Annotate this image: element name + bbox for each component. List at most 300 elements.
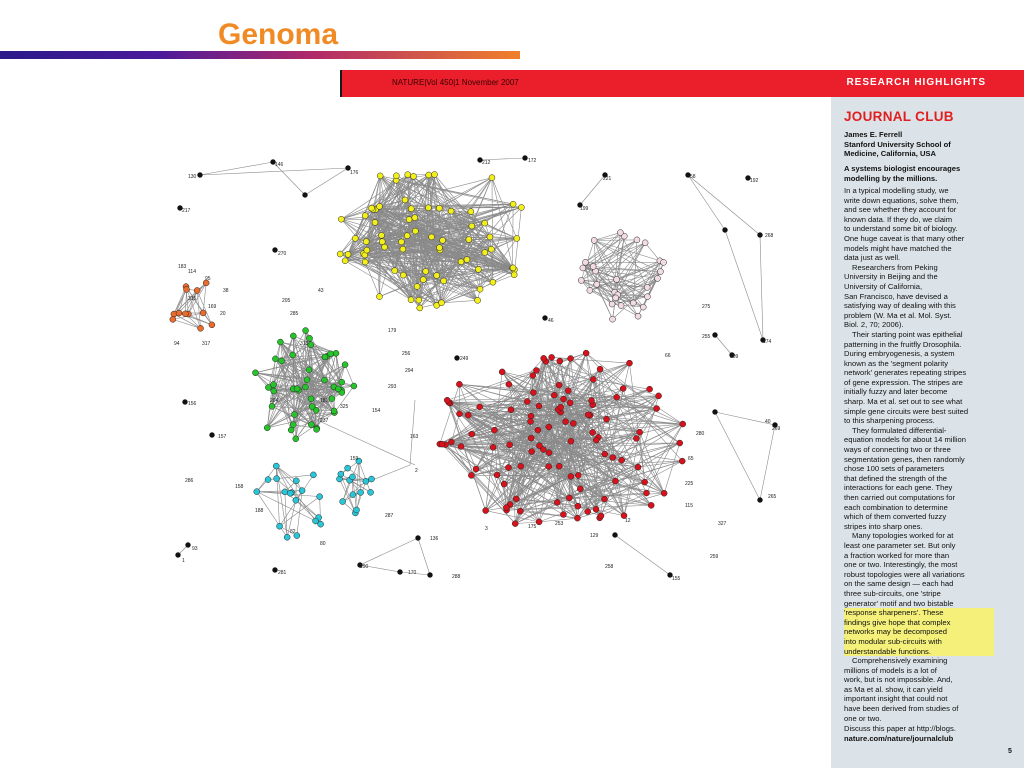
node-label: 58: [690, 174, 696, 180]
red-node: [642, 479, 648, 485]
red-node: [654, 406, 660, 412]
cyan-node: [273, 463, 279, 469]
pink-node: [582, 259, 588, 265]
article-body-line: work, but is not impossible. And,: [844, 675, 953, 685]
article-body-line: and see whether they account for: [844, 205, 957, 215]
node-label: 313: [300, 341, 309, 347]
yellow-node: [434, 272, 440, 278]
isolated-node: [273, 248, 278, 253]
isolated-node: [176, 553, 181, 558]
red-node: [648, 502, 654, 508]
node-label: 281: [278, 570, 287, 576]
yellow-node: [518, 204, 524, 210]
green-node: [308, 422, 314, 428]
node-label: 156: [188, 401, 197, 407]
red-node: [505, 465, 511, 471]
article-body-line: One huge caveat is that many other: [844, 233, 965, 243]
yellow-node: [364, 247, 370, 253]
isolated-node: [416, 536, 421, 541]
yellow-node: [488, 246, 494, 252]
red-node: [456, 381, 462, 387]
article-body-line: In a typical modelling study, we: [844, 186, 949, 195]
yellow-node: [468, 209, 474, 215]
node-label: 212: [482, 160, 491, 166]
isolated-node: [758, 498, 763, 503]
node-label: 209: [730, 354, 739, 360]
article-body-line: understandable functions.: [844, 647, 994, 657]
node-label: 325: [340, 404, 349, 410]
yellow-node: [405, 172, 411, 178]
green-node: [290, 422, 296, 428]
node-label: 65: [688, 456, 694, 462]
summary-line-1: A systems biologist encourages: [844, 164, 961, 173]
red-node: [612, 478, 618, 484]
pink-node: [587, 287, 593, 293]
yellow-node: [469, 223, 475, 229]
red-node: [456, 411, 462, 417]
red-node: [601, 496, 607, 502]
red-node: [680, 421, 686, 427]
author-block: [844, 130, 994, 159]
yellow-node: [510, 265, 516, 271]
node-label: 287: [385, 513, 394, 519]
node-label: 95: [205, 276, 211, 282]
red-node: [558, 404, 564, 410]
cyan-node: [338, 471, 344, 477]
article-body-line: simple gene circuits were best suited: [844, 406, 969, 416]
yellow-node: [416, 297, 422, 303]
node-label: 225: [685, 481, 694, 487]
red-node: [619, 457, 625, 463]
discuss-line-1: Discuss this paper at http://blogs.: [844, 724, 956, 733]
yellow-node: [408, 206, 414, 212]
yellow-node: [406, 217, 412, 223]
yellow-node: [408, 297, 414, 303]
red-node: [468, 472, 474, 478]
article-body-line: During embryogenesis, a system: [844, 349, 955, 359]
yellow-node: [475, 266, 481, 272]
red-node: [541, 355, 547, 361]
red-node: [546, 464, 552, 470]
orange-node: [209, 322, 215, 328]
slide-title: Genoma: [218, 18, 339, 51]
node-label: 275: [702, 304, 711, 310]
article-body-line: sharp. Ma et al. set out to see what: [844, 397, 963, 407]
node-label: 172: [528, 158, 537, 164]
pink-node: [618, 303, 624, 309]
node-label: 181: [320, 398, 329, 404]
article-body-line: which of them converted fuzzy: [844, 512, 947, 522]
node-label: 163: [410, 434, 419, 440]
node-label: 259: [710, 554, 719, 560]
green-node: [302, 384, 308, 390]
node-label: 20: [220, 311, 226, 317]
yellow-node: [376, 294, 382, 300]
yellow-node: [426, 172, 432, 178]
red-node: [465, 412, 471, 418]
node-label: 136: [430, 536, 439, 542]
yellow-node: [382, 244, 388, 250]
yellow-node: [458, 259, 464, 265]
node-label: 46: [548, 318, 554, 324]
red-node: [610, 455, 616, 461]
article-body-line: a fraction worked for more than: [844, 550, 950, 560]
article-body-line: problem (W. Ma et al. Mol. Syst.: [844, 310, 952, 320]
section-title: RESEARCH HIGHLIGHTS: [846, 77, 986, 88]
node-label: 288: [452, 574, 461, 580]
article-body-line: important insight that could not: [844, 694, 948, 704]
node-label: 129: [590, 533, 599, 539]
isolated-node: [543, 316, 548, 321]
article-body-line: segmentation genes, then randomly: [844, 454, 965, 464]
article-body-line: ways of connecting two or three: [844, 445, 951, 455]
article-body-line: University of California,: [844, 281, 923, 291]
node-label: 269: [772, 426, 781, 432]
article-body-line: chose 100 sets of parameters: [844, 464, 945, 474]
article-body-line: San Francisco, have devised a: [844, 291, 948, 301]
cyan-node: [265, 477, 271, 483]
red-node: [513, 496, 519, 502]
red-node: [585, 509, 591, 515]
cyan-node: [277, 523, 283, 529]
red-node: [647, 386, 653, 392]
yellow-node: [440, 237, 446, 243]
pink-node: [655, 275, 661, 281]
pink-node: [657, 269, 663, 275]
yellow-node: [376, 203, 382, 209]
yellow-node: [514, 235, 520, 241]
red-node: [536, 403, 542, 409]
gene-network-figure: [160, 140, 830, 600]
yellow-node: [490, 279, 496, 285]
node-label: 40: [765, 419, 771, 425]
red-node: [575, 472, 581, 478]
article-body-line: robust topologies were all variations: [844, 569, 965, 579]
summary-line-2: modelling by the millions.: [844, 173, 938, 183]
journal-club-sidebar: [831, 97, 1024, 768]
red-node: [469, 431, 475, 437]
node-label: 154: [372, 408, 381, 414]
pink-node: [591, 237, 597, 243]
node-label: 94: [174, 341, 180, 347]
red-node: [536, 443, 542, 449]
node-label: 188: [255, 508, 264, 514]
article-body-line: 'response sharpeners'. These: [844, 608, 994, 618]
pink-node: [644, 284, 650, 290]
node-label: 221: [603, 176, 612, 182]
red-node: [473, 466, 479, 472]
cyan-node: [317, 494, 323, 500]
node-label: 80: [320, 541, 326, 547]
green-node: [308, 342, 314, 348]
node-label: 255: [702, 334, 711, 340]
green-node: [290, 333, 296, 339]
yellow-node: [482, 250, 488, 256]
journal-citation: NATURE|Vol 450|1 November 2007: [392, 78, 519, 87]
red-node: [508, 407, 514, 413]
journal-header-band: [340, 70, 1024, 97]
pink-node: [644, 294, 650, 300]
cyan-node: [287, 490, 293, 496]
green-node: [329, 396, 335, 402]
red-node: [590, 376, 596, 382]
yellow-node: [338, 216, 344, 222]
node-label: 169: [208, 304, 217, 310]
red-node: [529, 448, 535, 454]
green-node: [328, 351, 334, 357]
pink-node: [609, 301, 615, 307]
article-body-line: least one parameter set. But only: [844, 540, 956, 550]
article-body: [844, 186, 994, 723]
green-node: [264, 425, 270, 431]
cyan-node: [354, 507, 360, 513]
red-node: [575, 503, 581, 509]
cyan-node: [363, 478, 369, 484]
red-node: [568, 356, 574, 362]
red-node: [568, 438, 574, 444]
isolated-node: [210, 433, 215, 438]
article-body-line: one or two. Interestingly, the most: [844, 560, 958, 570]
red-node: [554, 499, 560, 505]
yellow-node: [369, 205, 375, 211]
article-body-line: equation models for about 14 million: [844, 435, 966, 445]
node-label: 258: [605, 564, 614, 570]
red-node: [501, 481, 507, 487]
red-node: [528, 413, 534, 419]
red-node: [530, 372, 536, 378]
pink-node: [610, 316, 616, 322]
summary-block: [844, 164, 994, 183]
cyan-node: [299, 488, 305, 494]
node-label: 155: [672, 576, 681, 582]
orange-node: [194, 287, 200, 293]
red-node: [546, 424, 552, 430]
yellow-node: [423, 268, 429, 274]
green-node: [272, 356, 278, 362]
red-node: [679, 458, 685, 464]
red-node: [583, 350, 589, 356]
red-node: [614, 394, 620, 400]
red-node: [551, 392, 557, 398]
node-label: 327: [718, 521, 727, 527]
red-node: [590, 429, 596, 435]
yellow-node: [392, 268, 398, 274]
article-body-line: networks may be decomposed: [844, 627, 994, 637]
yellow-node: [448, 208, 454, 214]
article-body-line: Comprehensively examining: [852, 656, 948, 666]
article-body-line: on the same design — each had: [844, 579, 954, 589]
node-label: 286: [185, 478, 194, 484]
node-label: 157: [218, 434, 227, 440]
green-node: [322, 354, 328, 360]
pink-node: [634, 237, 640, 243]
pink-node: [635, 313, 641, 319]
green-node: [331, 408, 337, 414]
node-label: 130: [188, 174, 197, 180]
node-label: 175: [528, 524, 537, 530]
article-body-line: that defined the strength of the: [844, 473, 948, 483]
article-body-line: each combination to determine: [844, 502, 948, 512]
red-node: [567, 400, 573, 406]
author-affiliation-2: Medicine, California, USA: [844, 149, 936, 159]
cyan-node: [368, 489, 374, 495]
node-label: 2: [415, 468, 418, 474]
red-node: [644, 490, 650, 496]
node-label: 158: [235, 484, 244, 490]
yellow-node: [352, 235, 358, 241]
yellow-node: [425, 205, 431, 211]
red-node: [477, 404, 483, 410]
green-node: [269, 403, 275, 409]
node-label: 179: [388, 328, 397, 334]
yellow-node: [464, 257, 470, 263]
green-node: [252, 370, 258, 376]
yellow-node: [439, 300, 445, 306]
isolated-node: [758, 233, 763, 238]
red-node: [503, 505, 509, 511]
orange-node: [182, 311, 188, 317]
isolated-node: [198, 173, 203, 178]
red-node: [561, 396, 567, 402]
cyan-node: [293, 478, 299, 484]
yellow-node: [398, 239, 404, 245]
red-node: [593, 506, 599, 512]
red-node: [597, 366, 603, 372]
red-node: [566, 495, 572, 501]
article-body-line: stripes into sharp ones.: [844, 521, 923, 531]
discuss-line-2: nature.com/nature/journalclub: [844, 733, 954, 743]
orange-node: [176, 310, 182, 316]
yellow-node: [402, 197, 408, 203]
red-node: [517, 508, 523, 514]
pink-node: [642, 240, 648, 246]
yellow-node: [487, 234, 493, 240]
isolated-node: [303, 193, 308, 198]
isolated-node: [713, 410, 718, 415]
green-node: [293, 436, 299, 442]
yellow-node: [414, 284, 420, 290]
red-node: [556, 382, 562, 388]
yellow-node: [345, 251, 351, 257]
green-node: [308, 396, 314, 402]
yellow-node: [404, 233, 410, 239]
red-node: [598, 513, 604, 519]
cyan-node: [282, 489, 288, 495]
node-label: 93: [192, 546, 198, 552]
node-label: 253: [555, 521, 564, 527]
node-label: 43: [318, 288, 324, 294]
cyan-node: [350, 474, 356, 480]
yellow-node: [432, 171, 438, 177]
pink-node: [661, 259, 667, 265]
node-label: 82: [290, 529, 296, 535]
red-node: [593, 437, 599, 443]
node-label: 294: [405, 368, 414, 374]
isolated-node: [455, 356, 460, 361]
page-number: 5: [1008, 748, 1012, 755]
article-body-line: Their starting point was epithelial: [852, 329, 963, 339]
yellow-node: [372, 219, 378, 225]
red-node: [604, 416, 610, 422]
red-node: [633, 435, 639, 441]
red-node: [574, 515, 580, 521]
pink-node: [590, 264, 596, 270]
red-node: [499, 369, 505, 375]
red-node: [563, 419, 569, 425]
green-node: [333, 350, 339, 356]
red-node: [490, 444, 496, 450]
red-node: [458, 443, 464, 449]
yellow-node: [400, 246, 406, 252]
red-node: [577, 486, 583, 492]
red-node: [556, 463, 562, 469]
red-node: [533, 367, 539, 373]
red-node: [448, 439, 454, 445]
yellow-node: [411, 173, 417, 179]
yellow-node: [489, 175, 495, 181]
yellow-node: [379, 232, 385, 238]
green-node: [335, 386, 341, 392]
red-node: [491, 427, 497, 433]
yellow-node: [377, 173, 383, 179]
node-label: 205: [282, 298, 291, 304]
article-body-line: into modular sub-circuits with: [844, 637, 994, 647]
yellow-node: [342, 258, 348, 264]
yellow-node: [393, 173, 399, 179]
pink-node: [580, 265, 586, 271]
orange-node: [170, 316, 176, 322]
red-node: [549, 354, 555, 360]
pink-node: [630, 300, 636, 306]
author-name: James E. Ferrell: [844, 130, 903, 139]
node-label: 176: [350, 170, 359, 176]
green-node: [342, 362, 348, 368]
node-label: 315: [188, 296, 197, 302]
yellow-node: [363, 239, 369, 245]
article-body-line: millions of models is a lot of: [844, 665, 937, 675]
article-body-line: as Ma et al. show, it can yield: [844, 684, 943, 694]
red-node: [637, 429, 643, 435]
red-node: [568, 473, 574, 479]
article-body-line: one or two.: [844, 713, 882, 723]
node-label: 38: [223, 288, 229, 294]
cyan-node: [340, 499, 346, 505]
node-label: 114: [188, 269, 196, 275]
red-node: [518, 463, 524, 469]
article-body-line: three sub-circuits, one 'stripe: [844, 588, 941, 598]
title-underline-bar: [0, 51, 520, 59]
node-label: 66: [665, 353, 671, 359]
journal-club-heading: JOURNAL CLUB: [844, 109, 954, 124]
green-node: [270, 382, 276, 388]
red-node: [506, 381, 512, 387]
yellow-node: [400, 272, 406, 278]
green-node: [351, 383, 357, 389]
pink-node: [617, 230, 623, 236]
yellow-node: [511, 272, 517, 278]
isolated-node: [523, 156, 528, 161]
yellow-node: [412, 215, 418, 221]
node-label: 115: [685, 503, 693, 509]
cyan-node: [274, 476, 280, 482]
cyan-node: [254, 489, 260, 495]
article-body-line: models might have matched the: [844, 243, 952, 253]
yellow-node: [482, 220, 488, 226]
cyan-node: [310, 472, 316, 478]
article-body-line: Researchers from Peking: [852, 262, 938, 272]
isolated-node: [428, 573, 433, 578]
cyan-node: [345, 465, 351, 471]
